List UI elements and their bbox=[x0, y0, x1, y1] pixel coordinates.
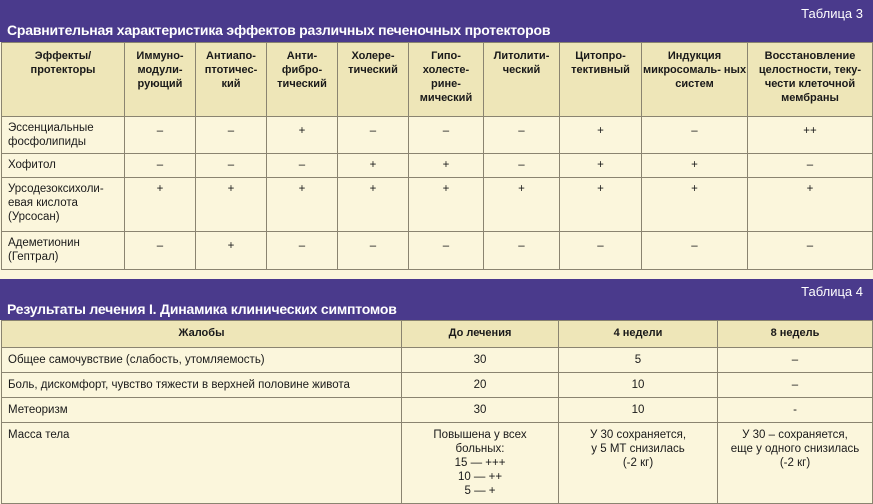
cell: – bbox=[267, 154, 338, 178]
column-header: Антиапо- птотичес- кий bbox=[196, 43, 267, 117]
cell: – bbox=[196, 117, 267, 154]
cell-line: 10 — ++ bbox=[457, 471, 503, 483]
complaint-cell: Общее самочувствие (слабость, утомляемость) bbox=[2, 348, 402, 373]
cell: – bbox=[718, 373, 873, 398]
column-header: 8 недель bbox=[718, 321, 873, 348]
column-header: Восстановление целостности, теку- чести клеточной мембраны bbox=[748, 43, 873, 117]
column-header: Иммуно- модули- рующий bbox=[125, 43, 196, 117]
cell: – bbox=[560, 232, 642, 270]
cell: + bbox=[196, 178, 267, 232]
cell-line: У 30 – сохраняется, bbox=[742, 429, 848, 441]
cell-line: (-2 кг) bbox=[622, 457, 654, 469]
results-table bbox=[1, 320, 873, 504]
column-header: Цитопро- тективный bbox=[560, 43, 642, 117]
cell-line: у 5 МТ снизилась bbox=[591, 443, 685, 455]
cell-line: (-2 кг) bbox=[779, 457, 811, 469]
table3-number: Таблица 3 bbox=[801, 6, 863, 21]
cell: – bbox=[196, 154, 267, 178]
table-row bbox=[2, 423, 873, 504]
cell: – bbox=[718, 348, 873, 373]
cell-line: Повышена у всех bbox=[433, 429, 527, 441]
column-header: Гипо- холесте- рине- мический bbox=[409, 43, 484, 117]
column-header: Холере- тический bbox=[338, 43, 409, 117]
cell: + bbox=[267, 178, 338, 232]
row-name: Хофитол bbox=[2, 154, 125, 178]
cell: – bbox=[409, 232, 484, 270]
cell: 10 bbox=[559, 398, 718, 423]
table4-header-bar bbox=[0, 279, 873, 320]
cell: – bbox=[125, 232, 196, 270]
cell: – bbox=[642, 117, 748, 154]
cell-line: 5 — + bbox=[464, 485, 496, 497]
table-row bbox=[2, 232, 873, 270]
cell: – bbox=[484, 117, 560, 154]
cell: – bbox=[267, 232, 338, 270]
cell: + bbox=[560, 178, 642, 232]
column-header: Индукция микросомаль- ных систем bbox=[642, 43, 748, 117]
cell: + bbox=[338, 154, 409, 178]
cell-line: 15 — +++ bbox=[454, 457, 506, 469]
cell-line: еще у одного снизилась bbox=[730, 443, 860, 455]
cell: + bbox=[267, 117, 338, 154]
table-row bbox=[2, 348, 873, 373]
table3-title: Сравнительная характеристика эффектов различных печеночных протекторов bbox=[7, 22, 551, 38]
cell: – bbox=[409, 117, 484, 154]
cell: 30 bbox=[402, 398, 559, 423]
table-header-row bbox=[2, 43, 873, 117]
cell-line: У 30 сохраняется, bbox=[589, 429, 687, 441]
complaint-cell: Боль, дискомфорт, чувство тяжести в верхней половине живота bbox=[2, 373, 402, 398]
cell: + bbox=[642, 154, 748, 178]
cell: – bbox=[484, 154, 560, 178]
table3-header-bar bbox=[0, 0, 873, 42]
cell: – bbox=[338, 117, 409, 154]
column-header: Анти- фибро- тический bbox=[267, 43, 338, 117]
cell bbox=[559, 423, 718, 504]
column-header: До лечения bbox=[402, 321, 559, 348]
table-row bbox=[2, 398, 873, 423]
cell: – bbox=[748, 232, 873, 270]
cell: + bbox=[409, 178, 484, 232]
cell-line: больных: bbox=[455, 443, 505, 455]
row-name: Урсодезоксихоли- евая кислота (Урсосан) bbox=[2, 178, 125, 232]
comparison-table bbox=[1, 42, 873, 270]
cell: + bbox=[409, 154, 484, 178]
table-row bbox=[2, 154, 873, 178]
cell: – bbox=[484, 232, 560, 270]
cell: 10 bbox=[559, 373, 718, 398]
cell: + bbox=[196, 232, 267, 270]
cell: + bbox=[125, 178, 196, 232]
table-row bbox=[2, 178, 873, 232]
column-header: Литолити- ческий bbox=[484, 43, 560, 117]
cell: – bbox=[642, 232, 748, 270]
row-name: Эссенциальные фосфолипиды bbox=[2, 117, 125, 154]
cell bbox=[718, 423, 873, 504]
cell: + bbox=[484, 178, 560, 232]
cell: 5 bbox=[559, 348, 718, 373]
cell: 20 bbox=[402, 373, 559, 398]
cell: ++ bbox=[748, 117, 873, 154]
cell: - bbox=[718, 398, 873, 423]
cell: + bbox=[642, 178, 748, 232]
table-row bbox=[2, 373, 873, 398]
cell: + bbox=[338, 178, 409, 232]
table4-number: Таблица 4 bbox=[801, 284, 863, 299]
column-header: Жалобы bbox=[2, 321, 402, 348]
cell: + bbox=[560, 154, 642, 178]
column-header: Эффекты/ протекторы bbox=[2, 43, 125, 117]
table-header-row bbox=[2, 321, 873, 348]
table-row bbox=[2, 117, 873, 154]
complaint-cell: Метеоризм bbox=[2, 398, 402, 423]
cell: 30 bbox=[402, 348, 559, 373]
cell: + bbox=[748, 178, 873, 232]
row-name: Адеметионин (Гептрал) bbox=[2, 232, 125, 270]
cell bbox=[402, 423, 559, 504]
table4-title: Результаты лечения I. Динамика клинических симптомов bbox=[7, 301, 397, 317]
cell: – bbox=[125, 117, 196, 154]
cell: – bbox=[125, 154, 196, 178]
column-header: 4 недели bbox=[559, 321, 718, 348]
cell: – bbox=[748, 154, 873, 178]
cell: – bbox=[338, 232, 409, 270]
cell: + bbox=[560, 117, 642, 154]
complaint-cell: Масса тела bbox=[2, 423, 402, 504]
